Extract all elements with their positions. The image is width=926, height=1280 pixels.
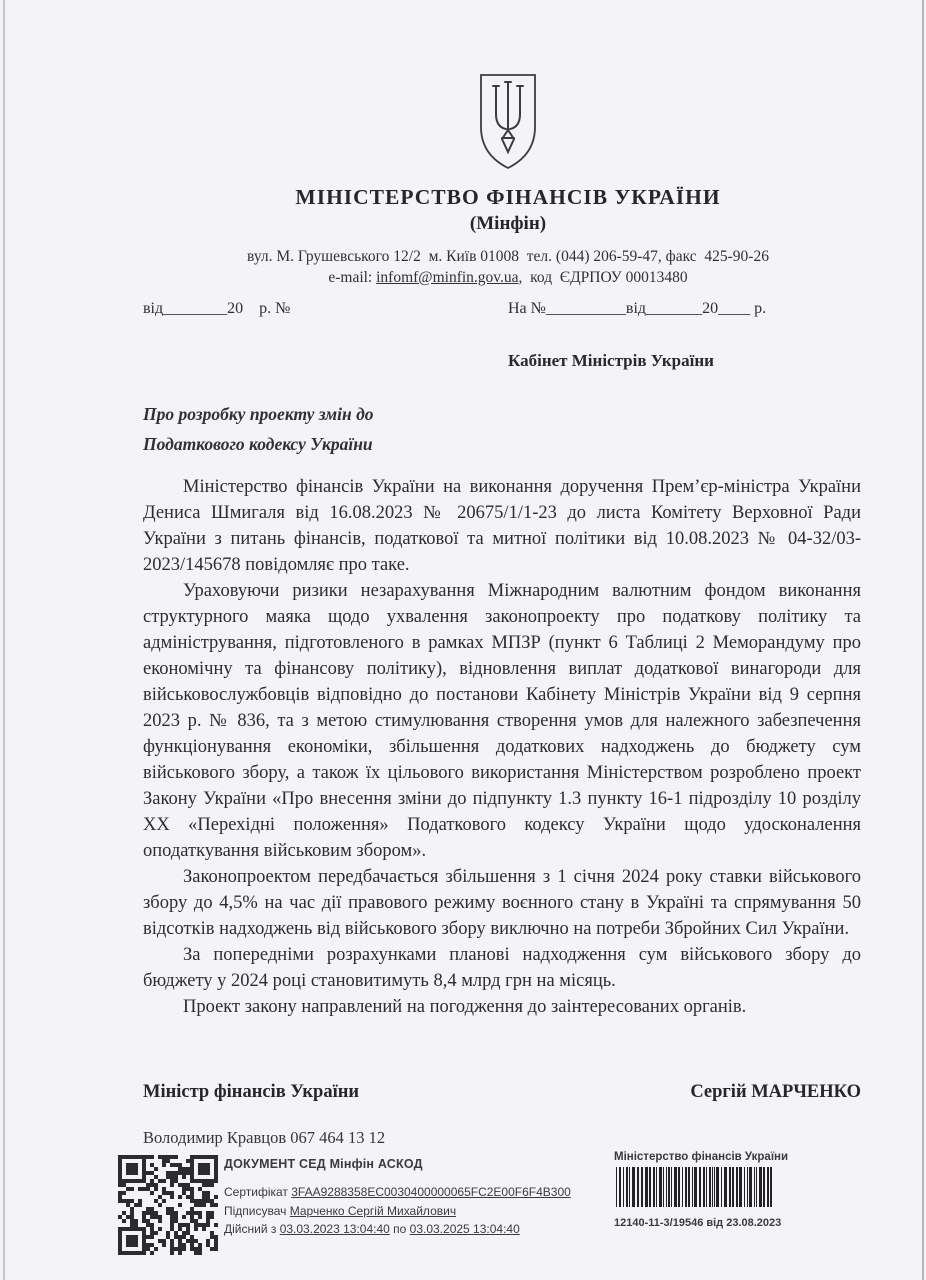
- outgoing-reference-blank: від________20 р. №: [143, 300, 291, 317]
- ministry-short-name: (Мінфін): [469, 213, 547, 234]
- ukraine-trident-emblem-icon: [474, 72, 542, 172]
- validity-label: Дійсний з: [224, 1222, 280, 1236]
- validity-middle: по: [389, 1222, 410, 1236]
- email-label: e-mail:: [328, 269, 377, 286]
- body-paragraph-3: Законопроектом передбачається збільшення з 1 січня 2024 року ставки військового збору до 4,5% на час дії правового режиму воєнного стану в Україні та спрямування 50 відсотків надходжень від військового збору виключно на потреби Збройних Сил України.: [143, 867, 861, 939]
- digital-signature-stamp: [224, 1157, 571, 1239]
- registration-org: Міністерство фінансів України: [614, 1151, 789, 1163]
- signature-row: [143, 1082, 861, 1103]
- certificate-label: Сертифікат: [224, 1185, 292, 1199]
- letter-body: [143, 474, 861, 1020]
- subject: [143, 399, 374, 459]
- body-paragraph-1: Міністерство фінансів України на виконання доручення Прем’єр-міністра України Дениса Шмигаля від 16.08.2023 № 20675/1/1-23 до листа Комітету Верховної Ради України з питань фінансів, податкової та митної політики від 10.08.2023 № 04-32/03-2023/145678 повідомляє про таке.: [143, 477, 861, 575]
- signer-line: [224, 1202, 571, 1221]
- ministry-name: МІНІСТЕРСТВО ФІНАНСІВ УКРАЇНИ: [295, 185, 721, 209]
- executor-contact: Володимир Кравцов 067 464 13 12: [143, 1128, 386, 1147]
- validity-to: 03.03.2025 13:04:40: [409, 1222, 520, 1236]
- validity-line: [224, 1220, 571, 1239]
- barcode: [616, 1167, 774, 1207]
- subject-line-1: Про розробку проекту змін до: [143, 404, 374, 424]
- certificate-line: [224, 1183, 571, 1202]
- body-paragraph-2: Ураховуючи ризики незарахування Міжнародним валютним фондом виконання структурного маяка щодо ухвалення законопроекту про податкову політику та адміністрування, підготовленого в рамках МПЗР (пункт 6 Таблиці 2 Меморандуму про економічну та фінансову політику), відновлення виплат додаткової винагороди для військовослужбовців відповідно до постанови Кабінету Міністрів України від 9 серпня 2023 р. № 836, та з метою стимулювання створення умов для належного забезпечення функціонування економіки, збільшення додаткових надходжень до бюджету сум військового збору, а також їх цільового використання Міністерством розроблено проект Закону України «Про внесення зміни до підпункту 1.3 пункту 16-1 підрозділу 10 розділу XX «Перехідні положення» Податкового кодексу України щодо удосконалення оподаткування військовим збором».: [143, 581, 861, 861]
- subject-line-2: Податкового кодексу України: [143, 434, 373, 454]
- incoming-reference-blank: На №__________від_______20____ р.: [508, 300, 767, 317]
- validity-from: 03.03.2023 13:04:40: [279, 1222, 390, 1236]
- certificate-value: 3FAA9288358EC0030400000065FC2E00F6F4B300: [291, 1185, 571, 1199]
- addressee: Кабінет Міністрів України: [508, 351, 714, 370]
- email-address: infomf@minfin.gov.ua: [376, 269, 519, 286]
- signer-label: Підписувач: [224, 1203, 290, 1218]
- signer-position: Міністр фінансів України: [143, 1082, 360, 1102]
- address-line: вул. М. Грушевського 12/2 м. Київ 01008 тел. (044) 206-59-47, факс 425-90-26: [247, 248, 769, 265]
- body-paragraph-5: Проект закону направлений на погодження до заінтересованих органів.: [183, 997, 747, 1017]
- edrpou-code: , код ЄДРПОУ 00013480: [518, 269, 688, 286]
- registration-stamp: [612, 1151, 792, 1229]
- body-paragraph-4: За попередніми розрахунками планові надходження сум військового збору до бюджету у 2024 році становитимуть 8,4 млрд грн на місяць.: [143, 945, 861, 991]
- registration-number: 12140-11-3/19546 від 23.08.2023: [614, 1217, 782, 1229]
- sed-title: ДОКУМЕНТ СЕД Мінфін АСКОД: [224, 1157, 423, 1171]
- scan-edge-right: [922, 0, 924, 1280]
- letterhead: [145, 72, 871, 287]
- qr-code: [118, 1155, 218, 1255]
- signer-name: Сергій МАРЧЕНКО: [690, 1082, 861, 1102]
- signer-value: Марченко Сергій Михайлович: [289, 1203, 457, 1218]
- reference-row: [0, 300, 926, 326]
- scan-edge-left: [3, 0, 5, 1280]
- email-line: [145, 269, 871, 287]
